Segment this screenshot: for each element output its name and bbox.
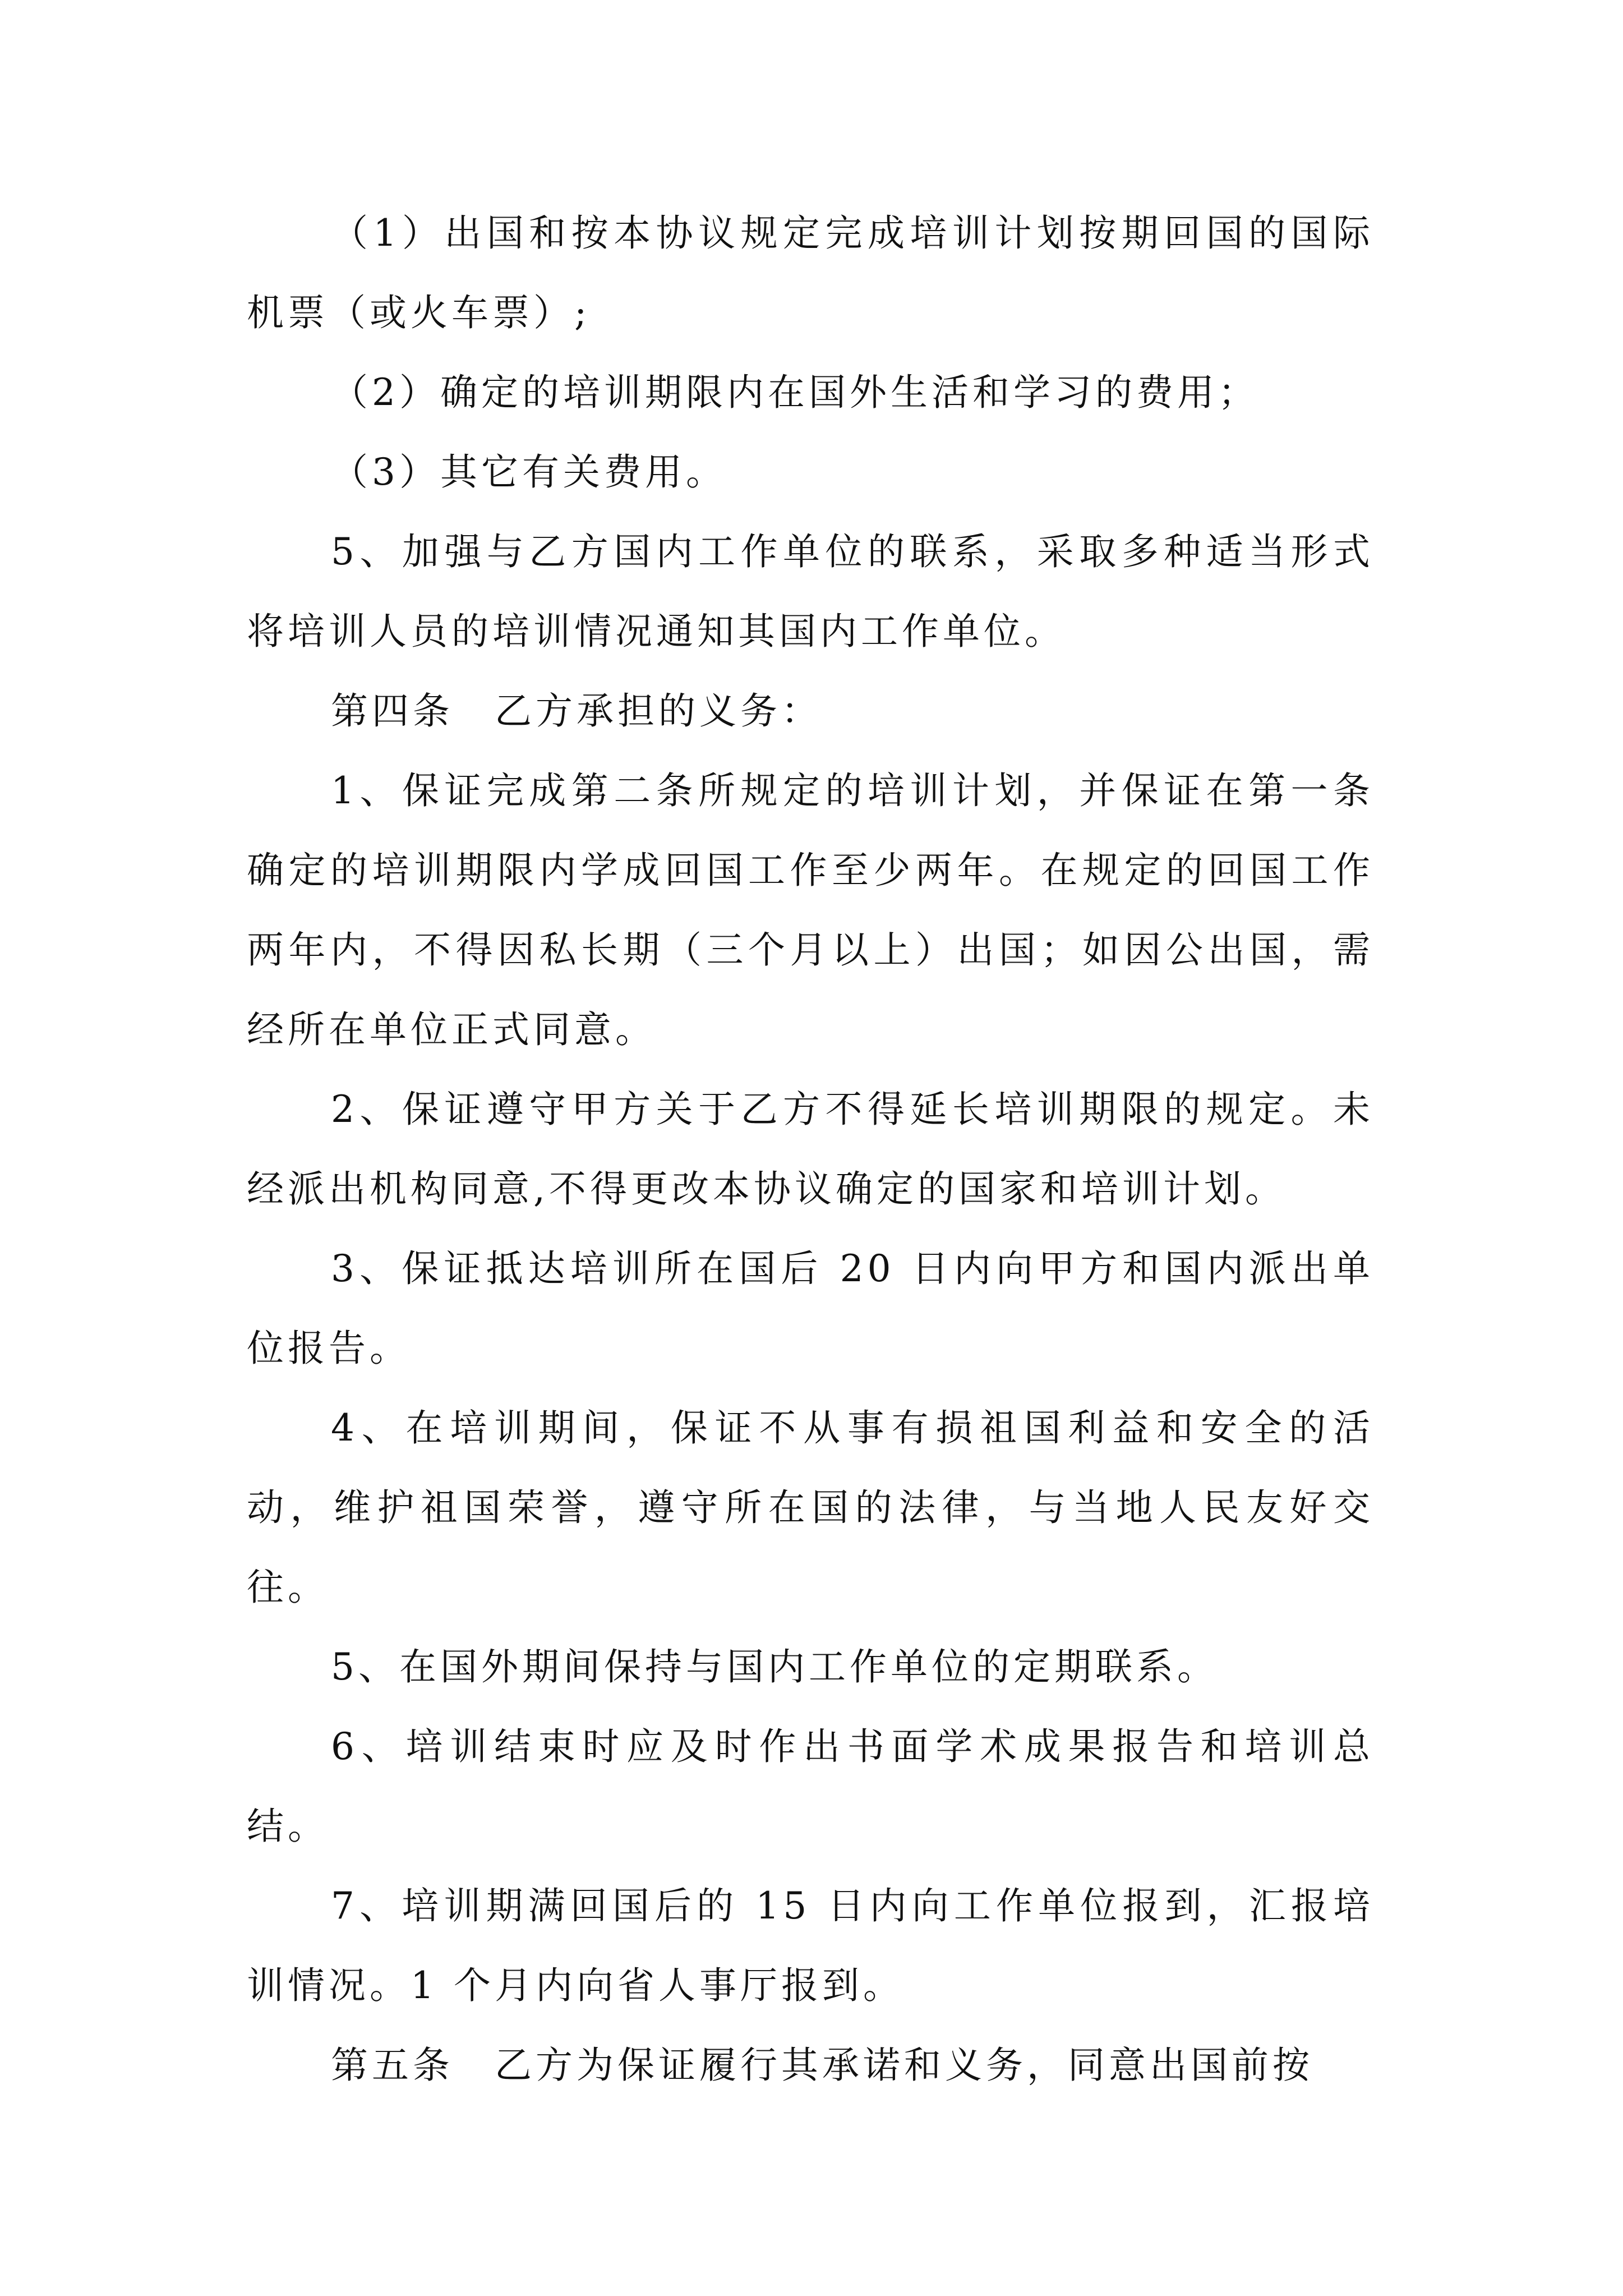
paragraph-party-b-item-5: 5、在国外期间保持与国内工作单位的定期联系。 <box>331 1645 1218 1688</box>
paragraph-party-b-item-3: 3、保证抵达培训所在国后 20 日内向甲方和国内派出单位报告。 <box>247 1247 1374 1370</box>
article-5-heading: 第五条 乙方为保证履行其承诺和义务，同意出国前按 <box>331 2044 1313 2087</box>
paragraph-party-b-item-7: 7、培训期满回国后的 15 日内向工作单位报到，汇报培训情况。1 个月内向省人事厅报到。 <box>247 1884 1374 2007</box>
paragraph-party-b-item-1: 1、保证完成第二条所规定的培训计划，并保证在第一条确定的培训期限内学成回国工作至少两年。在规定的回国工作两年内，不得因私长期（三个月以上）出国；如因公出国，需经所在单位正式同意。 <box>247 769 1374 1051</box>
paragraph-party-a-item-5: 5、加强与乙方国内工作单位的联系，采取多种适当形式将培训人员的培训情况通知其国内工作单位。 <box>247 530 1374 653</box>
article-4-heading: 第四条 乙方承担的义务： <box>331 689 822 733</box>
paragraph-expense-item-2: （2）确定的培训期限内在国外生活和学习的费用； <box>331 371 1259 414</box>
paragraph-expense-item-1: （1）出国和按本协议规定完成培训计划按期回国的国际机票（或火车票）; <box>247 211 1374 334</box>
paragraph-expense-item-3: （3）其它有关费用。 <box>331 450 727 494</box>
document-body <box>247 194 1374 2105</box>
paragraph-party-b-item-6: 6、培训结束时应及时作出书面学术成果报告和培训总结。 <box>247 1725 1374 1848</box>
paragraph-party-b-item-2: 2、保证遵守甲方关于乙方不得延长培训期限的规定。未经派出机构同意,不得更改本协议确定的国家和培训计划。 <box>247 1088 1374 1211</box>
paragraph-party-b-item-4: 4、在培训期间，保证不从事有损祖国利益和安全的活动，维护祖国荣誉，遵守所在国的法律，与当地人民友好交往。 <box>247 1406 1374 1609</box>
